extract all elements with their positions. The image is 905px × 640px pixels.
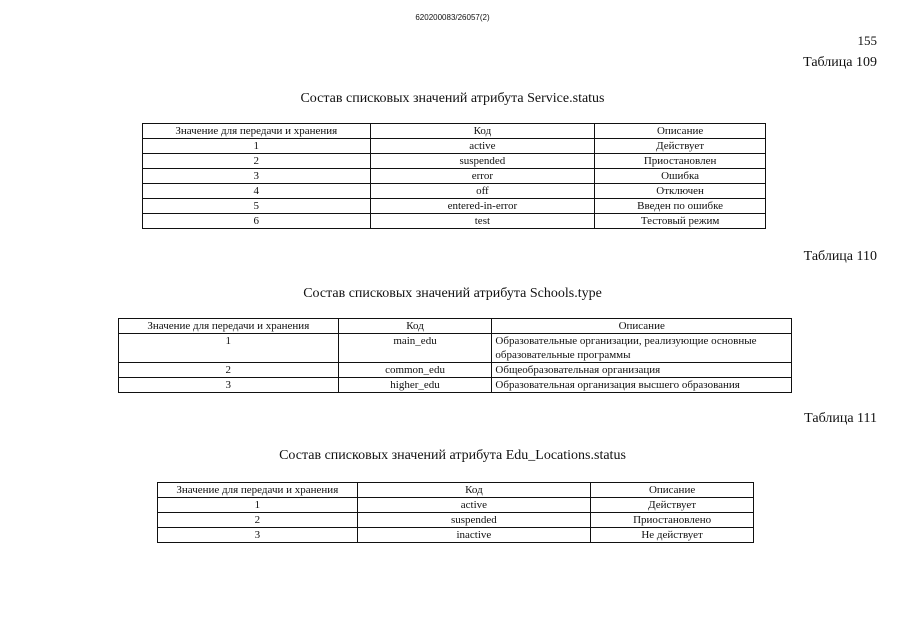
cell-value: 1: [158, 498, 358, 513]
cell-code: error: [370, 169, 595, 184]
header-description: Описание: [492, 319, 792, 334]
cell-code: entered-in-error: [370, 199, 595, 214]
table-row: [119, 363, 792, 378]
cell-value: 5: [143, 199, 371, 214]
page-number: 155: [857, 33, 877, 48]
header-value: Значение для передачи и хранения: [119, 319, 339, 334]
table-111: [157, 482, 754, 543]
header-description: Описание: [595, 124, 766, 139]
cell-value: 1: [143, 139, 371, 154]
cell-description: Действует: [595, 139, 766, 154]
table-row: [119, 334, 792, 363]
table-row: [158, 513, 754, 528]
table-111-label: Таблица 111: [804, 411, 877, 426]
table-110: [118, 318, 792, 393]
cell-code: main_edu: [338, 334, 492, 363]
table-row: [143, 214, 766, 229]
cell-description: Приостановлен: [595, 154, 766, 169]
document-id: 620200083/26057(2): [415, 13, 490, 22]
table-row: [158, 498, 754, 513]
table-row: [143, 184, 766, 199]
cell-code: off: [370, 184, 595, 199]
cell-description: Действует: [591, 498, 754, 513]
cell-code: suspended: [370, 154, 595, 169]
cell-code: active: [357, 498, 591, 513]
table-109-label: Таблица 109: [803, 55, 877, 70]
cell-description: Не действует: [591, 528, 754, 543]
header-value: Значение для передачи и хранения: [158, 483, 358, 498]
cell-code: suspended: [357, 513, 591, 528]
table-110-label: Таблица 110: [803, 249, 877, 264]
table-110-caption: Состав списковых значений атрибута Schools.type: [303, 286, 602, 301]
header-code: Код: [338, 319, 492, 334]
table-109-caption: Состав списковых значений атрибута Service.status: [300, 91, 605, 106]
cell-code: common_edu: [338, 363, 492, 378]
table-header-row: [143, 124, 766, 139]
table-row: [143, 199, 766, 214]
cell-value: 3: [143, 169, 371, 184]
cell-value: 3: [158, 528, 358, 543]
table-header-row: [158, 483, 754, 498]
table-row: [143, 154, 766, 169]
header-description: Описание: [591, 483, 754, 498]
cell-value: 2: [158, 513, 358, 528]
header-code: Код: [357, 483, 591, 498]
cell-code: inactive: [357, 528, 591, 543]
cell-description: Образовательные организации, реализующие основные образовательные программы: [492, 334, 792, 363]
table-111-caption: Состав списковых значений атрибута Edu_Locations.status: [279, 448, 626, 463]
cell-description: Приостановлено: [591, 513, 754, 528]
table-row: [143, 139, 766, 154]
header-code: Код: [370, 124, 595, 139]
cell-description: Образовательная организация высшего образования: [492, 378, 792, 393]
cell-value: 4: [143, 184, 371, 199]
table-row: [158, 528, 754, 543]
cell-value: 2: [143, 154, 371, 169]
header-value: Значение для передачи и хранения: [143, 124, 371, 139]
cell-value: 3: [119, 378, 339, 393]
cell-description: Введен по ошибке: [595, 199, 766, 214]
cell-code: active: [370, 139, 595, 154]
cell-value: 2: [119, 363, 339, 378]
table-header-row: [119, 319, 792, 334]
table-row: [143, 169, 766, 184]
table-109: [142, 123, 766, 229]
cell-value: 6: [143, 214, 371, 229]
cell-description: Общеобразовательная организация: [492, 363, 792, 378]
cell-code: test: [370, 214, 595, 229]
cell-description: Тестовый режим: [595, 214, 766, 229]
table-row: [119, 378, 792, 393]
cell-code: higher_edu: [338, 378, 492, 393]
cell-description: Отключен: [595, 184, 766, 199]
cell-value: 1: [119, 334, 339, 363]
cell-description: Ошибка: [595, 169, 766, 184]
